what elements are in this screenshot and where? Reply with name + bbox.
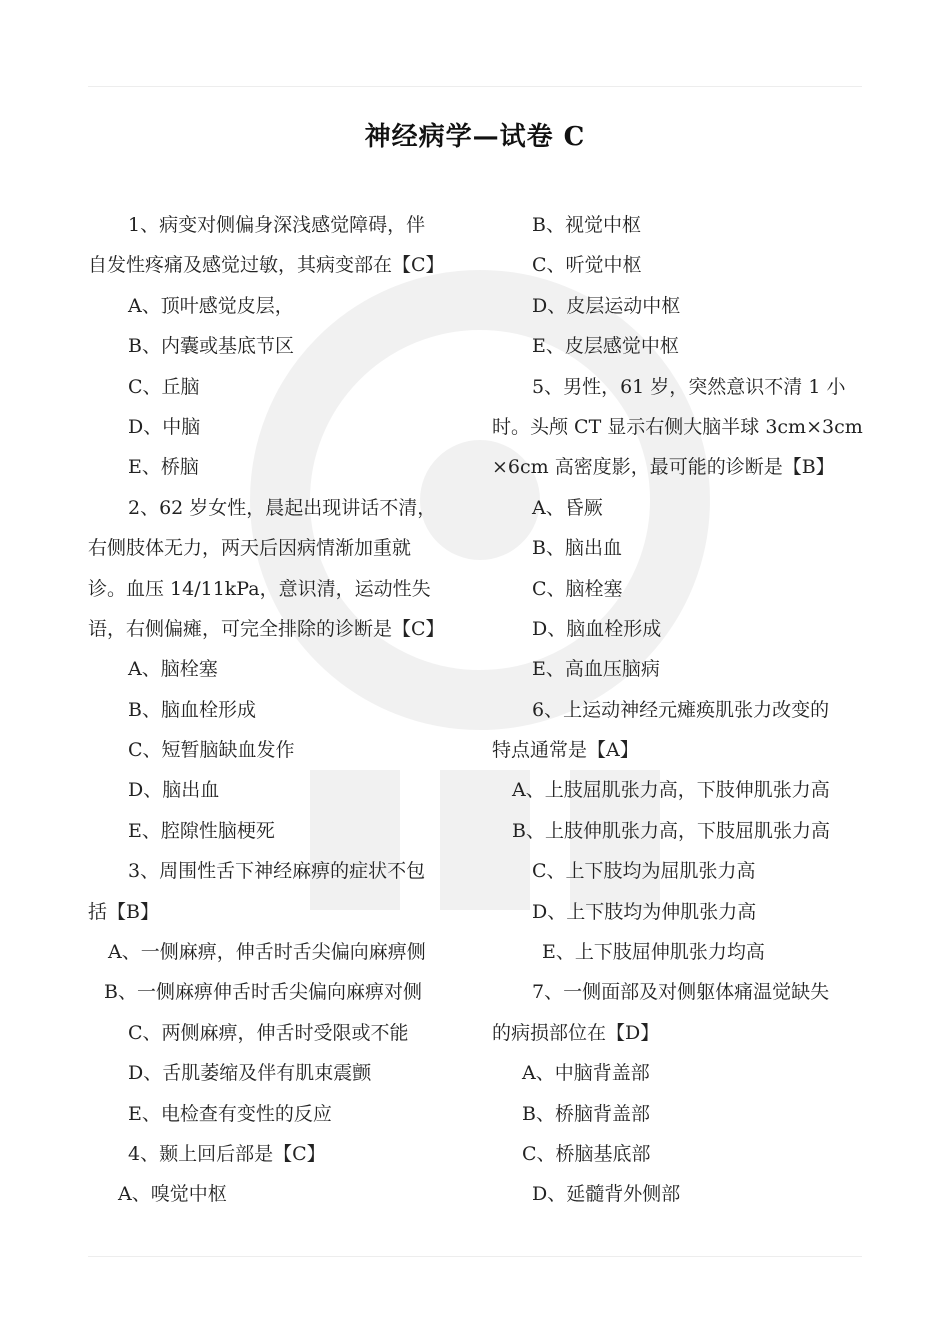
option: E、高血压脑病 [532,658,660,681]
top-divider [88,86,862,87]
question-7-stem-cont: 的病损部位在【D】 [492,1021,660,1044]
option: A、昏厥 [532,496,603,519]
option: A、嗅觉中枢 [118,1183,227,1206]
option: C、丘脑 [128,375,200,398]
question-7-stem: 7、一侧面部及对侧躯体痛温觉缺失 [532,981,830,1004]
option: D、中脑 [128,415,201,438]
option: B、桥脑背盖部 [522,1102,650,1125]
option: B、内囊或基底节区 [128,335,294,358]
question-2-stem-cont: 诊。血压 14/11kPa，意识清，运动性失 [88,577,431,600]
option: A、一侧麻痹，伸舌时舌尖偏向麻痹侧 [108,941,426,964]
option: C、上下肢均为屈肌张力高 [532,860,756,883]
question-3-stem: 3、周围性舌下神经麻痹的症状不包 [128,860,426,883]
option: D、延髓背外侧部 [532,1183,681,1206]
option: D、上下肢均为伸肌张力高 [532,900,757,923]
option: E、电检查有变性的反应 [128,1102,332,1125]
option: C、两侧麻痹，伸舌时受限或不能 [128,1021,409,1044]
question-3-stem-cont: 括【B】 [88,900,159,923]
question-2-stem-cont: 语，右侧偏瘫，可完全排除的诊断是【C】 [88,617,445,640]
option: A、脑栓塞 [128,658,218,681]
question-1-stem: 1、病变对侧偏身深浅感觉障碍，伴 [128,214,426,236]
option: C、短暂脑缺血发作 [128,739,295,762]
question-2-stem-cont: 右侧肢体无力，两天后因病情渐加重就 [88,537,412,560]
question-4-stem: 4、颞上回后部是【C】 [128,1142,326,1165]
question-5-stem-cont: 时。头颅 CT 显示右侧大脑半球 3cm×3cm [492,415,863,438]
page-title: 神经病学—试卷 C [364,122,586,152]
option: E、桥脑 [128,456,199,479]
option: B、上肢伸肌张力高，下肢屈肌张力高 [512,819,830,842]
option: C、脑栓塞 [532,577,623,600]
option: D、舌肌萎缩及伴有肌束震颤 [128,1062,372,1085]
option: E、皮层感觉中枢 [532,335,679,358]
option: B、脑血栓形成 [128,698,256,721]
right-column [492,205,864,1215]
option: E、腔隙性脑梗死 [128,819,275,842]
option: C、听觉中枢 [532,254,642,277]
option: B、一侧麻痹伸舌时舌尖偏向麻痹对侧 [104,981,422,1004]
option: D、皮层运动中枢 [532,294,681,317]
question-1-stem-cont: 自发性疼痛及感觉过敏，其病变部在【C】 [88,254,445,277]
question-6-stem-cont: 特点通常是【A】 [492,739,639,762]
question-5-stem-cont: ×6cm 高密度影，最可能的诊断是【B】 [492,456,835,479]
option: B、脑出血 [532,537,622,560]
option: C、桥脑基底部 [522,1142,651,1165]
option: D、脑出血 [128,779,220,802]
question-5-stem: 5、男性，61 岁，突然意识不清 1 小 [532,375,846,398]
option: D、脑血栓形成 [532,617,662,640]
question-6-stem: 6、上运动神经元瘫痪肌张力改变的 [532,698,830,721]
option: A、中脑背盖部 [522,1062,650,1085]
option: B、视觉中枢 [532,214,641,236]
question-2-stem: 2、62 岁女性，晨起出现讲话不清， [128,496,437,519]
option: A、顶叶感觉皮层， [128,294,294,317]
option: A、上肢屈肌张力高，下肢伸肌张力高 [512,779,830,802]
left-column [88,205,468,1215]
option: E、上下肢屈伸肌张力均高 [542,941,765,964]
bottom-divider [88,1256,862,1257]
